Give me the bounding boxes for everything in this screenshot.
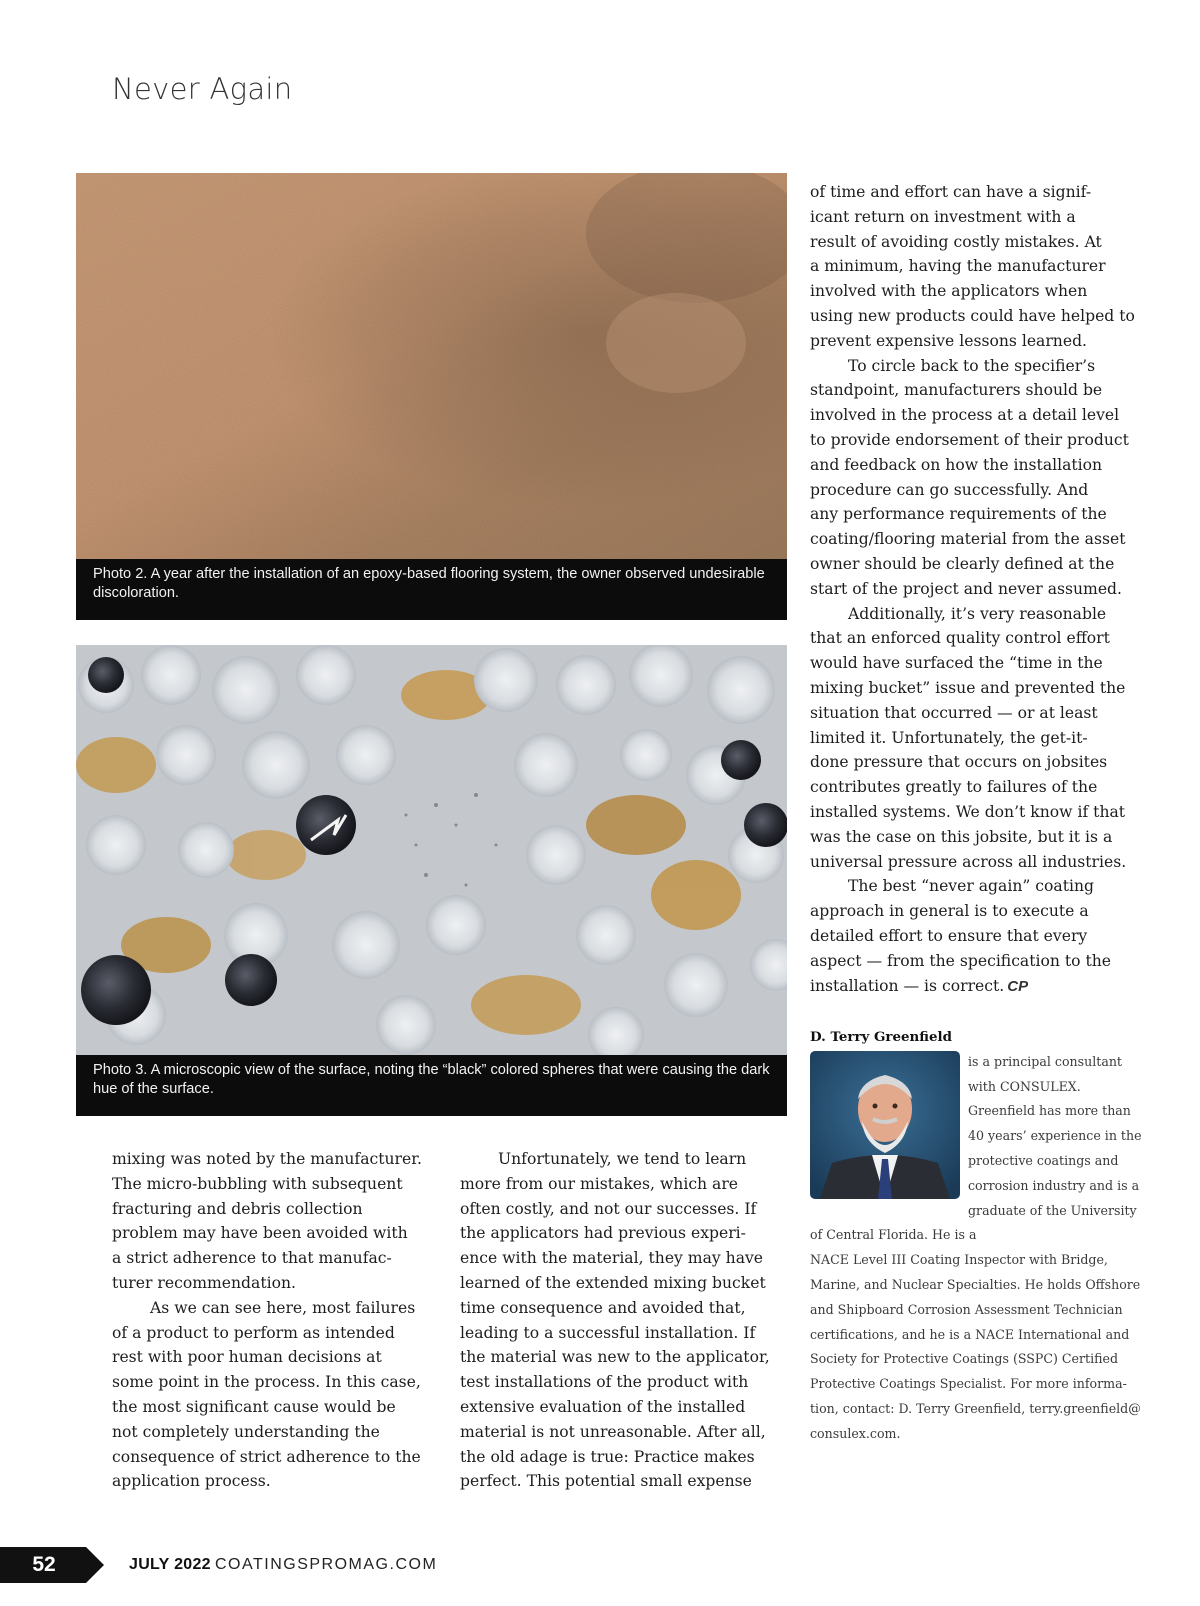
author-name: D. Terry Greenfield <box>810 1029 952 1045</box>
article-paragraph: Additionally, it’s very reasonable that an enforced quality control effort would have surfaced the “time in the mixing bucket” issue and prevented the situation that occurred — or at least limited it. Unfortunately, the get-it- done pressure that occurs on jobsites contributes greatly to failures of the installed systems. We don’t know if that was the case on this jobsite, but it is a universal pressure across all industries. <box>810 604 1127 871</box>
page-number: 52 <box>32 1553 56 1576</box>
issue-date: JULY 2022 <box>129 1556 211 1573</box>
author-portrait-image <box>810 1051 960 1199</box>
photo-3-microscopic-image <box>76 645 787 1055</box>
article-final-text: The best “never again” coating approach in general is to execute a detailed effort to ensure that every aspect — from the specification to the installation — is correct. <box>810 877 1112 995</box>
article-paragraph-final <box>810 874 1140 999</box>
article-paragraph: of time and effort can have a signif- icant return on investment with a result of avoiding costly mistakes. At a minimum, having the manufacturer involved with the applicators when using new products could have helped to prevent expensive lessons learned. <box>810 183 1135 350</box>
author-bio-text: is a principal consultant with CONSULEX. Greenfield has more than 40 years’ experience in the protective coatings and corrosion industry and is a graduate of the University of Central Florida. He is a <box>810 1053 1142 1243</box>
article-column-right <box>810 180 1140 999</box>
article-column-left <box>112 1147 442 1494</box>
photo-3-caption: Photo 3. A microscopic view of the surface, noting the “black” colored spheres that were causing the dark hue of the surface. <box>93 1062 770 1097</box>
author-bio-text-continued: NACE Level III Coating Inspector with Bridge, Marine, and Nuclear Specialties. He holds Offshore and Shipboard Corrosion Assessment Technician certifications, and he is a NACE International and Society for Protective Coatings (SSPC) Certified Protective Coatings Specialist. For more informa- tion, contact: D. Terry Greenfield, terry.greenfield@ consulex.com. <box>810 1252 1141 1441</box>
section-title: Never Again <box>112 72 293 106</box>
photo-2-figure <box>76 173 787 620</box>
end-of-article-mark: CP <box>1007 977 1029 995</box>
photo-3-figure <box>76 645 787 1116</box>
page-footer <box>0 1547 600 1583</box>
author-bio <box>810 1025 1145 1447</box>
photo-2-caption: Photo 2. A year after the installation of an epoxy-based flooring system, the owner observed undesirable discoloration. <box>93 566 765 601</box>
article-paragraph: Unfortunately, we tend to learn more from our mistakes, which are often costly, and not our successes. If the applicators had previous experi- ence with the material, they may have learned of the extended mixing bucket time consequence and avoided that, leading to a successful installation. If the material was new to the applicator, test installations of the product with extensive evaluation of the installed material is not unreasonable. After all, the old adage is true: Practice makes perfect. This potential small expense <box>460 1150 770 1491</box>
article-column-middle <box>460 1147 790 1494</box>
author-photo <box>810 1051 960 1199</box>
article-paragraph: As we can see here, most failures of a product to perform as intended rest with poor human decisions at some point in the process. In this case, the most significant cause would be not completely understanding the consequence of strict adherence to the application process. <box>112 1298 421 1491</box>
article-paragraph: mixing was noted by the manufacturer. The micro-bubbling with subsequent fracturing and debris collection problem may have been avoided with a strict adherence to that manufac- turer recommendation. <box>112 1150 422 1292</box>
magazine-website: COATINGSPROMAG.COM <box>215 1556 438 1573</box>
photo-2-epoxy-floor-image <box>76 173 787 559</box>
article-paragraph: To circle back to the specifier’s standpoint, manufacturers should be involved in the process at a detail level to provide endorsement of their product and feedback on how the installation procedure can go successfully. And any performance requirements of the coating/flooring material from the asset owner should be clearly defined at the start of the project and never assumed. <box>810 356 1129 598</box>
